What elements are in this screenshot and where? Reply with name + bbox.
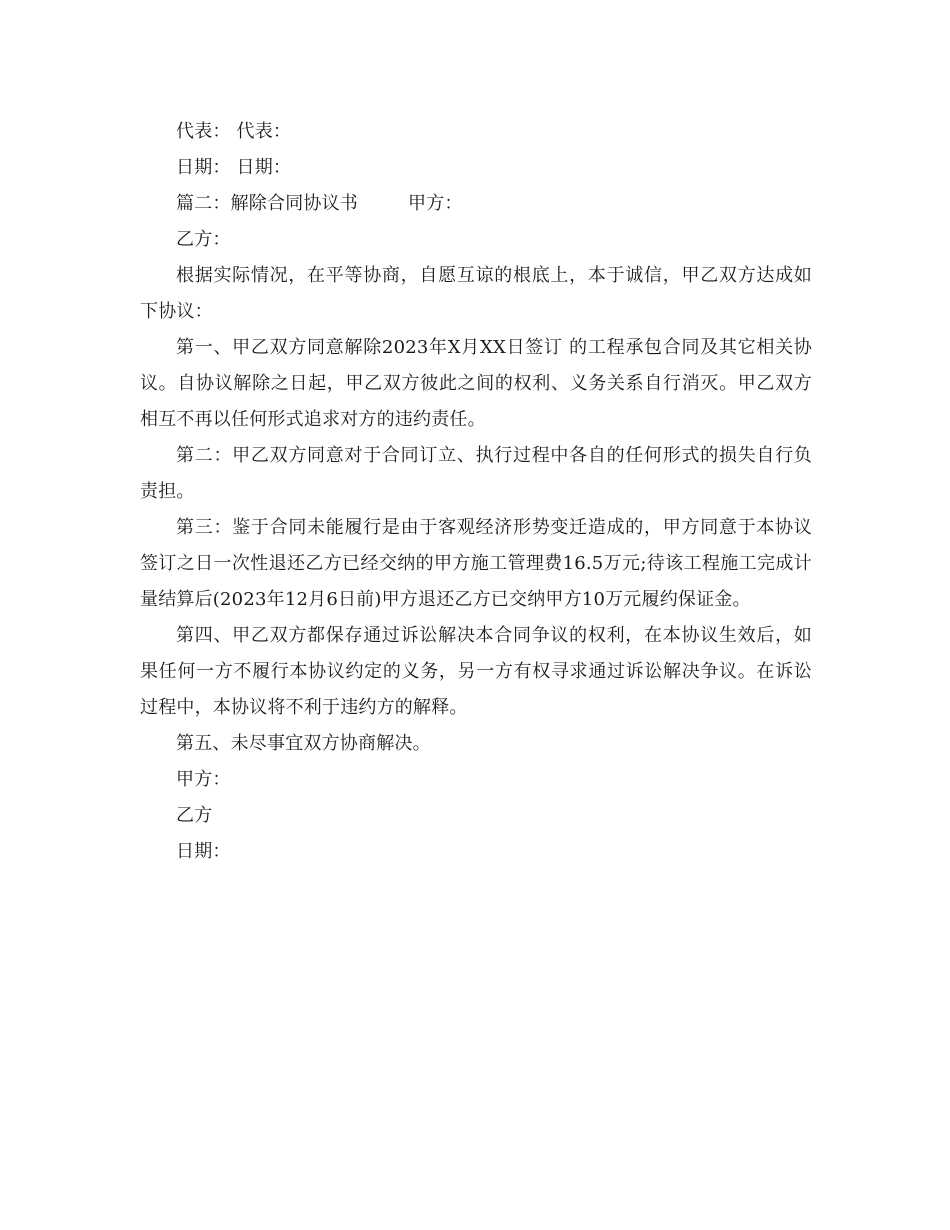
- clause-1: 第一、甲乙双方同意解除2023年X月XX日签订 的工程承包合同及其它相关协议。自协议解除之日起，甲乙双方彼此之间的权利、义务关系自行消灭。甲乙双方相互不再以任何形式追求对方的违约责任。: [140, 337, 812, 430]
- document-page: [140, 114, 812, 870]
- chapter-heading: [140, 186, 812, 222]
- chapter-title: 篇二：解除合同协议书: [176, 193, 358, 214]
- clause-2: 第二：甲乙双方同意对于合同订立、执行过程中各自的任何形式的损失自行负责担。: [140, 445, 812, 502]
- intro-paragraph: 根据实际情况，在平等协商，自愿互谅的根底上，本于诚信，甲乙双方达成如下协议：: [140, 265, 812, 322]
- signature-party-b: 乙方: [176, 805, 213, 826]
- party-b-line: 乙方：: [176, 229, 231, 250]
- representative-line: 代表： 代表：: [176, 121, 292, 142]
- chapter-party-a: 甲方：: [408, 193, 463, 214]
- signature-party-a: 甲方：: [176, 769, 231, 790]
- clause-3: 第三：鉴于合同未能履行是由于客观经济形势变迁造成的，甲方同意于本协议签订之日一次性退还乙方已经交纳的甲方施工管理费16.5万元;待该工程施工完成计量结算后(2023年12月6日前)甲方退还乙方已交纳甲方10万元履约保证金。: [140, 517, 812, 610]
- date-line: 日期： 日期：: [176, 157, 292, 178]
- signature-date: 日期：: [176, 841, 231, 862]
- clause-5: 第五、未尽事宜双方协商解决。: [176, 733, 431, 754]
- clause-4: 第四、甲乙双方都保存通过诉讼解决本合同争议的权利，在本协议生效后，如果任何一方不履行本协议约定的义务，另一方有权寻求通过诉讼解决争议。在诉讼过程中，本协议将不利于违约方的解释。: [140, 625, 812, 718]
